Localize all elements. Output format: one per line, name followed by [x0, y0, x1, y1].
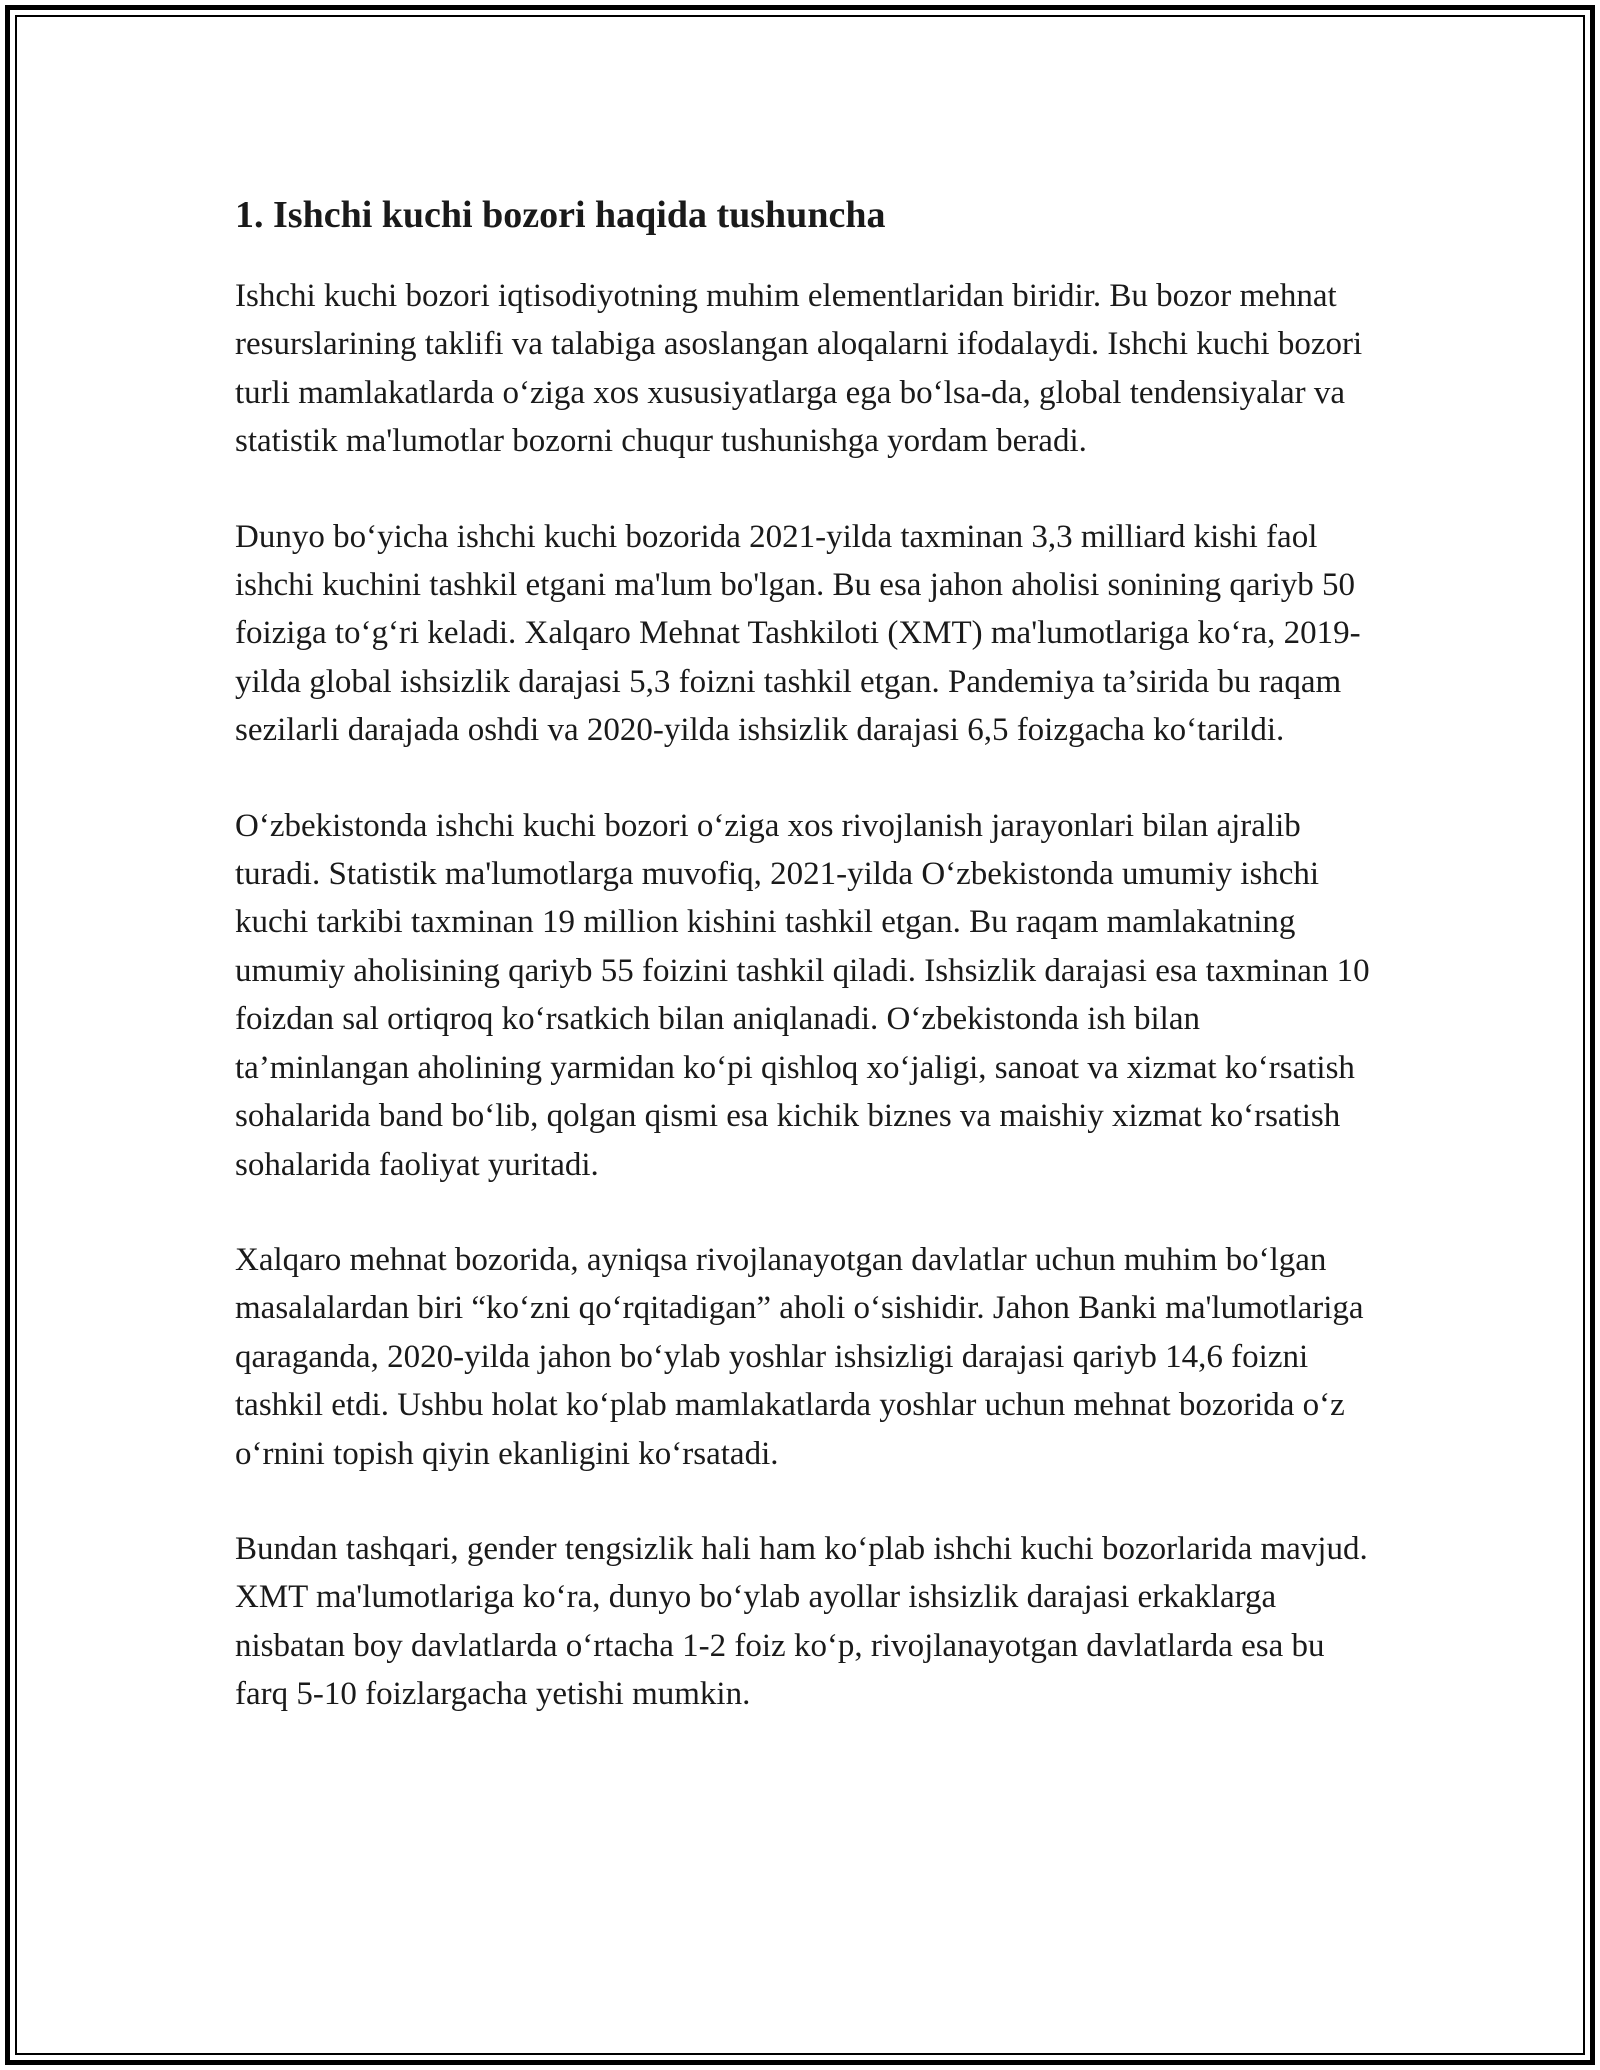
- section-heading: 1. Ishchi kuchi bozori haqida tushuncha: [235, 194, 886, 236]
- paragraph-youth-unemployment: Xalqaro mehnat bozorida, ayniqsa rivojlanayotgan davlatlar uchun muhim bo‘lgan masalalardan biri “ko‘zni qo‘rqitadigan” aholi o‘sishidir. Jahon Banki ma'lumotlariga qaraganda, 2020-yilda jahon bo‘ylab yoshlar ishsizligi darajasi qariyb 14,6 foizni tashkil etdi. Ushbu holat ko‘plab mamlakatlarda yoshlar uchun mehnat bozorida o‘z o‘rnini topish qiyin ekanligini ko‘rsatadi.: [235, 1241, 1364, 1472]
- paragraph-uzbekistan: O‘zbekistonda ishchi kuchi bozori o‘ziga xos rivojlanish jarayonlari bilan ajralib turadi. Statistik ma'lumotlarga muvofiq, 2021-yilda O‘zbekistonda umumiy ishchi kuchi tarkibi taxminan 19 million kishini tashkil etgan. Bu raqam mamlakatning umumiy aholisining qariyb 55 foizini tashkil qiladi. Ishsizlik darajasi esa taxminan 10 foizdan sal ortiqroq ko‘rsatkich bilan aniqlanadi. O‘zbekistonda ish bilan ta’minlangan aholining yarmidan ko‘pi qishloq xo‘jaligi, sanoat va xizmat ko‘rsatish sohalarida band bo‘lib, qolgan qismi esa kichik biznes va maishiy xizmat ko‘rsatish sohalarida faoliyat yuritadi.: [235, 807, 1370, 1183]
- paragraph-global-labor: Dunyo bo‘yicha ishchi kuchi bozorida 2021-yilda taxminan 3,3 milliard kishi faol ishchi kuchini tashkil etgani ma'lum bo'lgan. Bu esa jahon aholisi sonining qariyb 50 foiziga to‘g‘ri keladi. Xalqaro Mehnat Tashkiloti (XMT) ma'lumotlariga ko‘ra, 2019-yilda global ishsizlik darajasi 5,3 foizni tashkil etgan. Pandemiya ta’sirida bu raqam sezilarli darajada oshdi va 2020-yilda ishsizlik darajasi 6,5 foizgacha ko‘tarildi.: [235, 518, 1361, 749]
- paragraph-gender-inequality: Bundan tashqari, gender tengsizlik hali ham ko‘plab ishchi kuchi bozorlarida mavjud. XMT ma'lumotlariga ko‘ra, dunyo bo‘ylab ayollar ishsizlik darajasi erkaklarga nisbatan boy davlatlarda o‘rtacha 1-2 foiz ko‘p, rivojlanayotgan davlatlarda esa bu farq 5-10 foizlargacha yetishi mumkin.: [235, 1530, 1368, 1713]
- document-body: [235, 187, 1380, 1766]
- paragraph-intro: Ishchi kuchi bozori iqtisodiyotning muhim elementlaridan biridir. Bu bozor mehnat resurslarining taklifi va talabiga asoslangan aloqalarni ifodalaydi. Ishchi kuchi bozori turli mamlakatlarda o‘ziga xos xususiyatlarga ega bo‘lsa-da, global tendensiyalar va statistik ma'lumotlar bozorni chuqur tushunishga yordam beradi.: [235, 278, 1363, 460]
